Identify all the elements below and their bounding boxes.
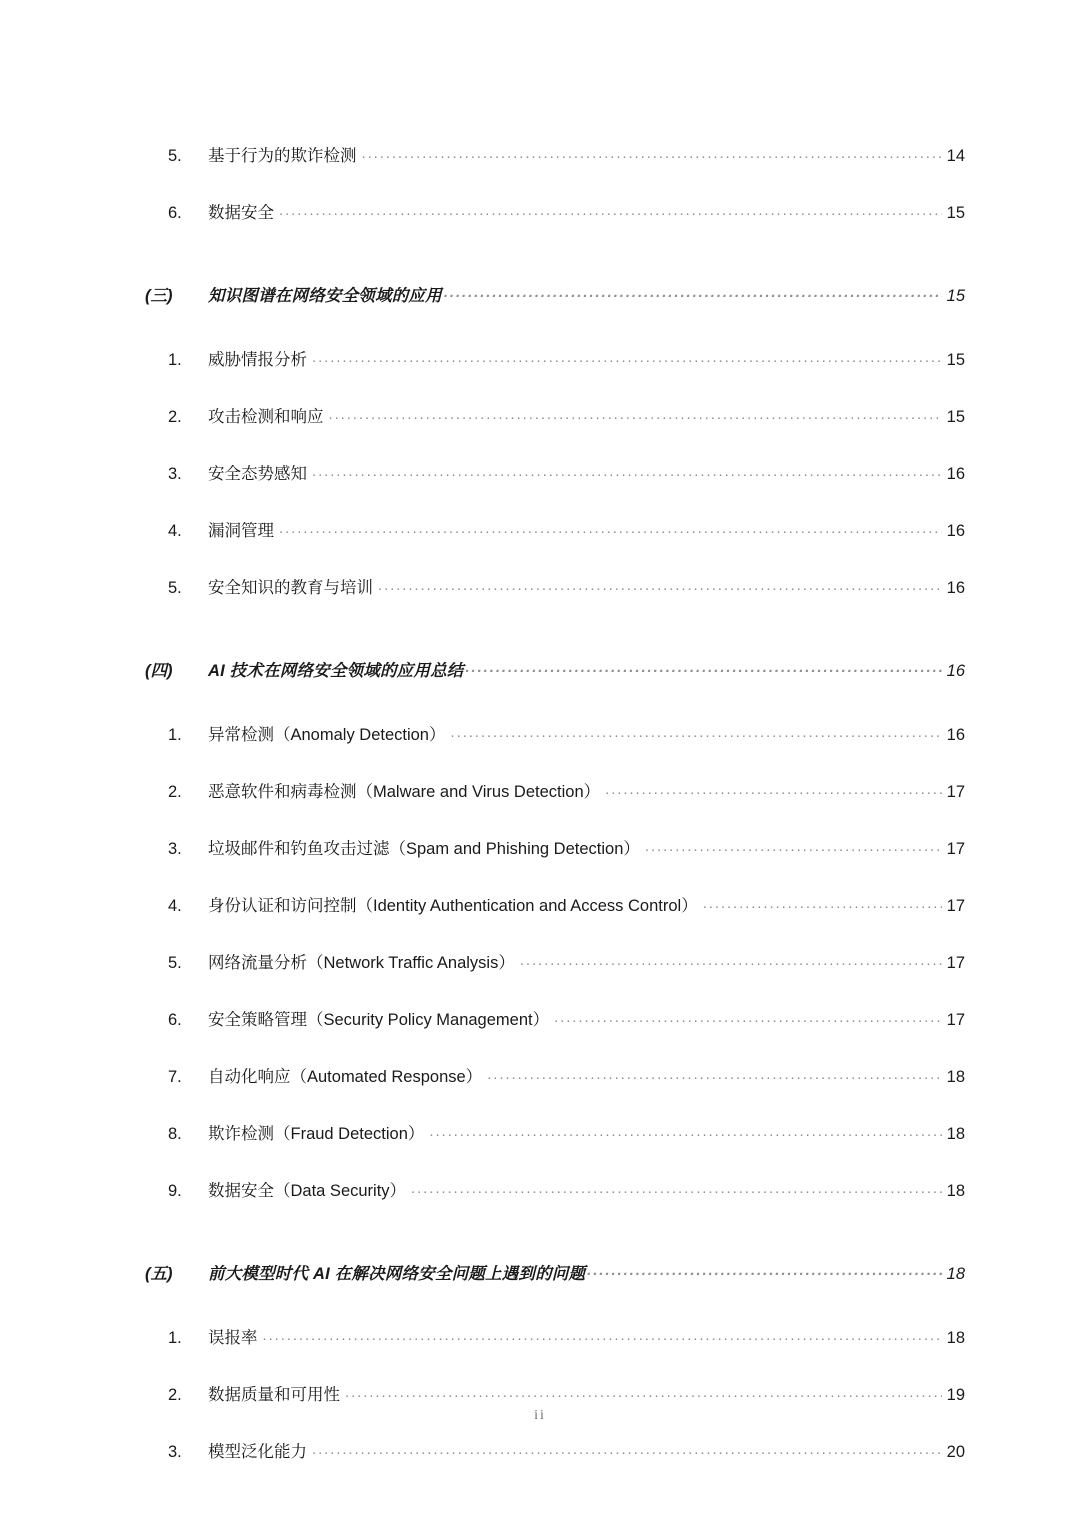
toc-entry-title[interactable]: 自动化响应（Automated Response）	[208, 1068, 483, 1087]
toc-entry-number: 1.	[168, 726, 182, 745]
toc-entry-title[interactable]: 身份认证和访问控制（Identity Authentication and Access Control）	[208, 897, 698, 916]
toc-entry-title[interactable]: 基于行为的欺诈检测	[208, 147, 357, 166]
toc-entry-number: 7.	[168, 1068, 182, 1087]
toc-entry-row[interactable]	[145, 185, 965, 242]
dot-leader	[587, 1266, 942, 1282]
toc-page-number: 18	[946, 1329, 965, 1348]
toc-entry-number: 8.	[168, 1125, 182, 1144]
dot-leader	[378, 581, 942, 597]
dot-leader	[345, 1388, 942, 1404]
section-spacer	[145, 1220, 965, 1238]
dot-leader	[645, 842, 942, 858]
toc-entry-row[interactable]	[145, 935, 965, 992]
toc-page-number: 17	[946, 954, 965, 973]
toc-page-number: 17	[946, 840, 965, 859]
toc-entry-row[interactable]	[145, 503, 965, 560]
toc-entry-row[interactable]	[145, 764, 965, 821]
toc-section-number: (五)	[145, 1264, 173, 1283]
toc-entry-number: 6.	[168, 204, 182, 223]
dot-leader	[520, 956, 942, 972]
toc-entry-number: 1.	[168, 351, 182, 370]
toc-page-number: 15	[946, 286, 965, 305]
toc-page-number: 15	[946, 408, 965, 427]
toc-entry-row[interactable]	[145, 1163, 965, 1220]
toc-entry-title[interactable]: 安全策略管理（Security Policy Management）	[208, 1011, 550, 1030]
toc-entry-title[interactable]: 威胁情报分析	[208, 351, 307, 370]
toc-section-title[interactable]: 知识图谱在网络安全领域的应用	[208, 286, 442, 305]
toc-section-number: (三)	[145, 286, 173, 305]
dot-leader	[487, 1070, 942, 1086]
toc-page-number: 19	[946, 1386, 965, 1405]
toc-section-row[interactable]	[145, 1238, 965, 1310]
toc-entry-row[interactable]	[145, 878, 965, 935]
toc-entry-title[interactable]: 数据质量和可用性	[208, 1386, 340, 1405]
toc-entry-number: 3.	[168, 465, 182, 484]
toc-entry-number: 1.	[168, 1329, 182, 1348]
toc-page-number: 16	[946, 522, 965, 541]
toc-entry-title[interactable]: 安全知识的教育与培训	[208, 579, 373, 598]
toc-entry-row[interactable]	[145, 821, 965, 878]
page-number-footer: ii	[534, 1408, 546, 1423]
dot-leader	[429, 1127, 942, 1143]
dot-leader	[605, 785, 942, 801]
toc-entry-title[interactable]: 欺诈检测（Fraud Detection）	[208, 1125, 425, 1144]
toc-entry-number: 5.	[168, 579, 182, 598]
toc-entry-row[interactable]	[145, 992, 965, 1049]
toc-page-number: 16	[946, 726, 965, 745]
dot-leader	[312, 1445, 942, 1461]
toc-entry-row[interactable]	[145, 1049, 965, 1106]
toc-page-number: 15	[946, 351, 965, 370]
toc-page-number: 16	[946, 465, 965, 484]
dot-leader	[444, 288, 942, 304]
toc-entry-title[interactable]: 异常检测（Anomaly Detection）	[208, 726, 446, 745]
toc-section-row[interactable]	[145, 260, 965, 332]
toc-page-number: 20	[946, 1443, 965, 1462]
toc-entry-title[interactable]: 攻击检测和响应	[208, 408, 324, 427]
toc-entry-number: 3.	[168, 840, 182, 859]
toc-entry-row[interactable]	[145, 332, 965, 389]
toc-page-number: 18	[946, 1264, 965, 1283]
toc-page-number: 17	[946, 783, 965, 802]
dot-leader	[703, 899, 942, 915]
toc-page-number: 17	[946, 897, 965, 916]
toc-entry-number: 6.	[168, 1011, 182, 1030]
toc-entry-row[interactable]	[145, 1106, 965, 1163]
dot-leader	[263, 1331, 943, 1347]
dot-leader	[279, 524, 942, 540]
section-spacer	[145, 617, 965, 635]
toc-entry-number: 4.	[168, 522, 182, 541]
table-of-contents	[145, 128, 965, 1481]
dot-leader	[312, 353, 942, 369]
section-spacer	[145, 242, 965, 260]
toc-page-number: 16	[946, 661, 965, 680]
dot-leader	[362, 149, 943, 165]
toc-section-title[interactable]: AI 技术在网络安全领域的应用总结	[208, 661, 464, 680]
toc-entry-row[interactable]	[145, 560, 965, 617]
toc-page-number: 18	[946, 1182, 965, 1201]
toc-entry-number: 9.	[168, 1182, 182, 1201]
toc-entry-number: 5.	[168, 954, 182, 973]
toc-page-number: 15	[946, 204, 965, 223]
toc-entry-title[interactable]: 漏洞管理	[208, 522, 274, 541]
toc-entry-row[interactable]	[145, 707, 965, 764]
dot-leader	[411, 1184, 942, 1200]
toc-section-row[interactable]	[145, 635, 965, 707]
dot-leader	[451, 728, 943, 744]
toc-page-number: 17	[946, 1011, 965, 1030]
toc-entry-title[interactable]: 恶意软件和病毒检测（Malware and Virus Detection）	[208, 783, 601, 802]
toc-entry-title[interactable]: 数据安全	[208, 204, 274, 223]
toc-entry-number: 3.	[168, 1443, 182, 1462]
dot-leader	[329, 410, 943, 426]
toc-entry-title[interactable]: 数据安全（Data Security）	[208, 1182, 407, 1201]
dot-leader	[312, 467, 942, 483]
toc-entry-title[interactable]: 安全态势感知	[208, 465, 307, 484]
toc-entry-number: 2.	[168, 1386, 182, 1405]
toc-page-number: 18	[946, 1125, 965, 1144]
toc-entry-title[interactable]: 模型泛化能力	[208, 1443, 307, 1462]
toc-page-number: 16	[946, 579, 965, 598]
toc-entry-number: 2.	[168, 408, 182, 427]
toc-entry-row[interactable]	[145, 1310, 965, 1367]
toc-entry-number: 2.	[168, 783, 182, 802]
toc-page-number: 18	[946, 1068, 965, 1087]
toc-entry-row[interactable]	[145, 389, 965, 446]
dot-leader	[465, 663, 942, 679]
toc-entry-row[interactable]	[145, 1424, 965, 1481]
toc-entry-title[interactable]: 误报率	[208, 1329, 258, 1348]
toc-section-number: (四)	[145, 661, 173, 680]
dot-leader	[554, 1013, 942, 1029]
toc-entry-row[interactable]	[145, 446, 965, 503]
dot-leader	[279, 206, 942, 222]
toc-entry-number: 5.	[168, 147, 182, 166]
toc-page-number: 14	[946, 147, 965, 166]
toc-entry-title[interactable]: 垃圾邮件和钓鱼攻击过滤（Spam and Phishing Detection）	[208, 840, 640, 859]
toc-entry-title[interactable]: 网络流量分析（Network Traffic Analysis）	[208, 954, 515, 973]
toc-entry-row[interactable]	[145, 128, 965, 185]
toc-entry-number: 4.	[168, 897, 182, 916]
toc-section-title[interactable]: 前大模型时代 AI 在解决网络安全问题上遇到的问题	[208, 1264, 586, 1283]
